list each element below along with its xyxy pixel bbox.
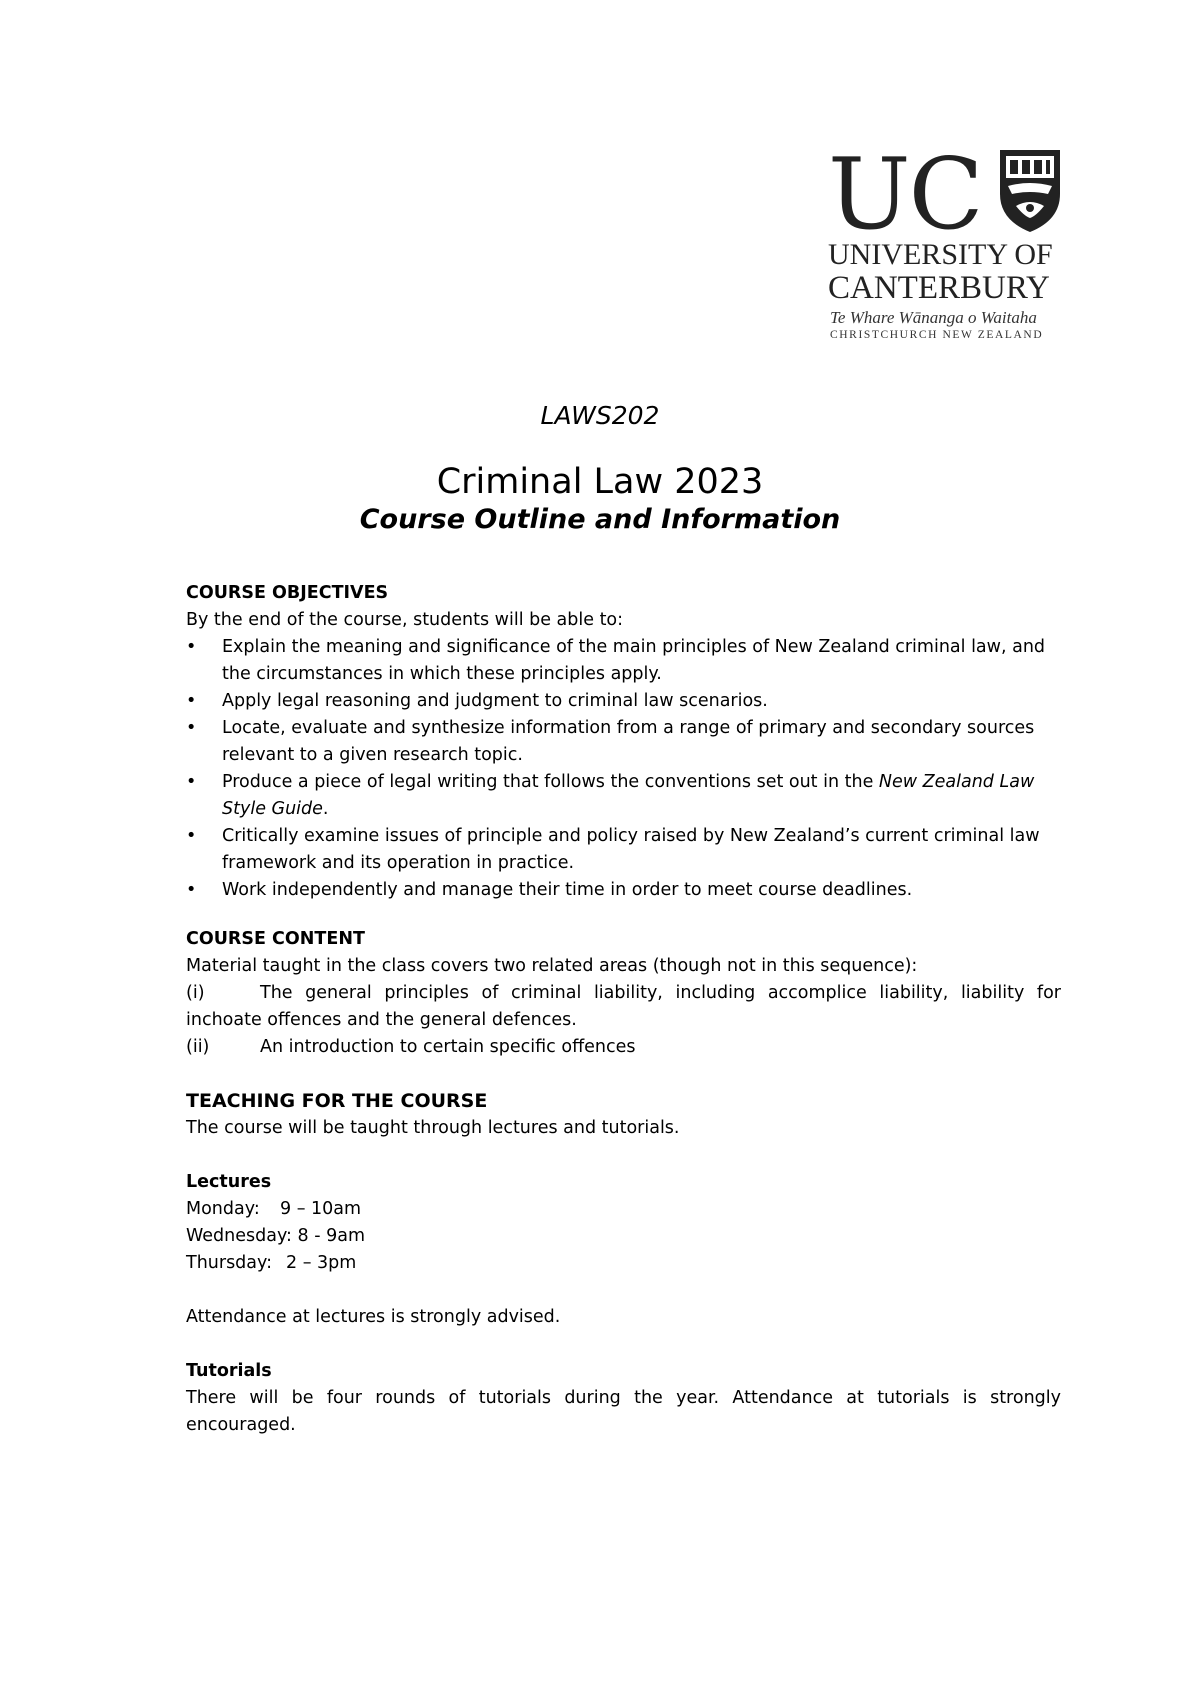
tutorials-heading: Tutorials <box>186 1361 272 1381</box>
logo-maori-name: Te Whare Wānanga o Waitaha <box>830 308 1037 327</box>
content-marker: (i) <box>186 983 205 1003</box>
lectures-heading: Lectures <box>186 1172 272 1192</box>
tutorials-text: There will be four rounds of tutorials during the year. Attendance at tutorials is strongly encouraged. <box>186 1388 1061 1435</box>
page-subtitle: Course Outline and Information <box>359 504 841 535</box>
logo-name-line1: UNIVERSITY OF <box>828 238 1053 271</box>
list-item: • Work independently and manage their time in order to meet course deadlines. <box>186 877 1061 904</box>
objectives-intro: By the end of the course, students will be able to: <box>186 610 624 630</box>
content-item-i: (i) The general principles of criminal liability, including accomplice liability, liability for inchoate offences and the general defences. <box>186 980 1061 1034</box>
page-title: Criminal Law 2023 <box>436 462 764 502</box>
content-item-ii: (ii) An introduction to certain specific offences <box>186 1034 1061 1061</box>
lecture-row: Wednesday: 8 - 9am <box>186 1226 366 1246</box>
bullet-icon: • <box>186 826 197 846</box>
bullet-icon: • <box>186 772 197 792</box>
list-item: • Critically examine issues of principle and policy raised by New Zealand’s current criminal law framework and its operation in practice. <box>186 823 1061 877</box>
list-item: • Apply legal reasoning and judgment to criminal law scenarios. <box>186 688 1061 715</box>
teaching-intro: The course will be taught through lectures and tutorials. <box>186 1118 680 1138</box>
bullet-icon: • <box>186 880 197 900</box>
content-marker: (ii) <box>186 1037 210 1057</box>
objectives-heading: COURSE OBJECTIVES <box>186 583 389 603</box>
bullet-icon: • <box>186 637 197 657</box>
content-intro: Material taught in the class covers two related areas (though not in this sequence): <box>186 956 918 976</box>
course-code: LAWS202 <box>540 401 660 430</box>
university-logo <box>828 138 1068 341</box>
content-heading: COURSE CONTENT <box>186 929 365 949</box>
lecture-row: Monday: 9 – 10am <box>186 1199 362 1219</box>
logo-location: CHRISTCHURCH NEW ZEALAND <box>830 329 1044 341</box>
crest-icon <box>996 146 1064 234</box>
bullet-icon: • <box>186 718 197 738</box>
list-item: • Produce a piece of legal writing that follows the conventions set out in the New Zealand Law Style Guide. <box>186 769 1061 823</box>
list-item: • Locate, evaluate and synthesize information from a range of primary and secondary sources relevant to a given research topic. <box>186 715 1061 769</box>
lectures-attendance: Attendance at lectures is strongly advised. <box>186 1307 561 1327</box>
logo-mark: UC <box>828 138 982 252</box>
teaching-heading: TEACHING FOR THE COURSE <box>186 1090 488 1112</box>
lecture-row: Thursday: 2 – 3pm <box>186 1253 357 1273</box>
style-guide-title: New Zealand Law Style Guide <box>222 772 1035 819</box>
bullet-icon: • <box>186 691 197 711</box>
list-item: • Explain the meaning and significance of the main principles of New Zealand criminal law, and the circumstances in which these principles apply. <box>186 634 1061 688</box>
objectives-list <box>186 634 1061 904</box>
logo-name-line2: CANTERBURY <box>828 270 1050 306</box>
